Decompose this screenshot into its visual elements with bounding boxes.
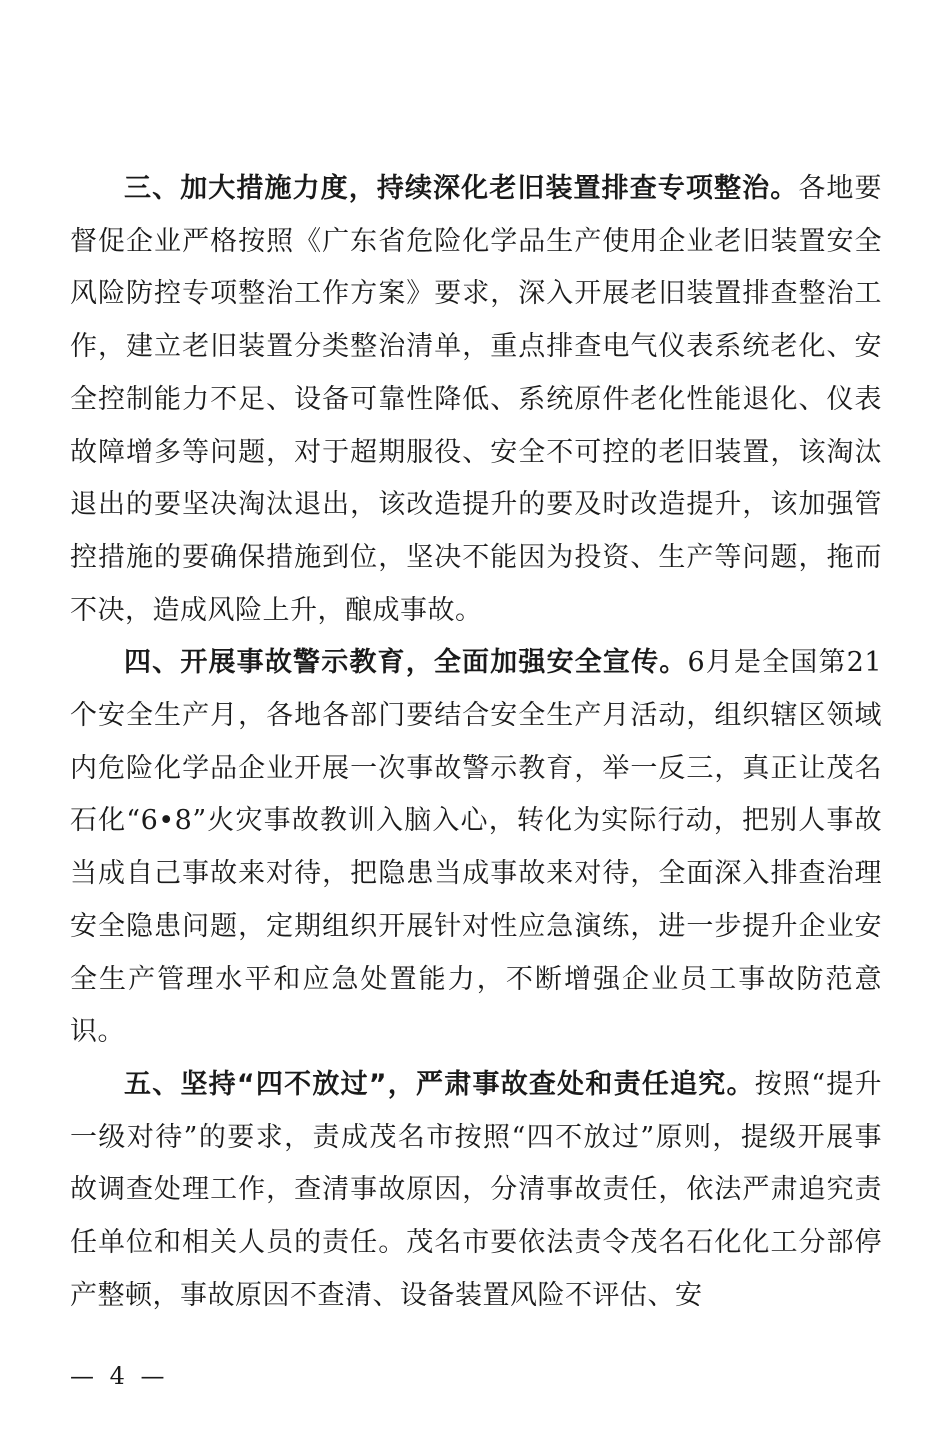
paragraph-warning-education — [70, 637, 882, 1059]
paragraph-measures — [70, 163, 882, 637]
paragraph-text: 6月是全国第21个安全生产月，各地各部门要结合安全生产月活动，组织辖区领域内危险化学品企业开展一次事故警示教育，举一反三，真正让茂名石化“6•8”火灾事故教训入脑入心，转化为实际行动，把别人事故当成自己事故来对待，把隐患当成事故来对待，全面深入排查治理安全隐患问题，定期组织开展针对性应急演练，进一步提升企业安全生产管理水平和应急处置能力，不断增强企业员工事故防范意识。 — [70, 647, 882, 1048]
paragraph-text: 按照“提升一级对待”的要求，责成茂名市按照“四不放过”原则，提级开展事故调查处理工作，查清事故原因，分清事故责任，依法严肃追究责任单位和相关人员的责任。茂名市要依法责令茂名石化化工分部停产整顿，事故原因不查清、设备装置风险不评估、安 — [70, 1068, 882, 1311]
paragraph-heading: 三、加大措施力度，持续深化老旧装置排查专项整治。 — [124, 173, 799, 204]
paragraph-heading: 五、坚持“四不放过”，严肃事故查处和责任追究。 — [124, 1068, 755, 1100]
paragraph-accountability — [70, 1059, 882, 1323]
document-body — [70, 163, 882, 1322]
paragraph-text: 各地要督促企业严格按照《广东省危险化学品生产使用企业老旧装置安全风险防控专项整治工作方案》要求，深入开展老旧装置排查整治工作，建立老旧装置分类整治清单，重点排查电气仪表系统老化、安全控制能力不足、设备可靠性降低、系统原件老化性能退化、仪表故障增多等问题，对于超期服役、安全不可控的老旧装置，该淘汰退出的要坚决淘汰退出，该改造提升的要及时改造提升，该加强管控措施的要确保措施到位，坚决不能因为投资、生产等问题，拖而不决，造成风险上升，酿成事故。 — [70, 173, 883, 626]
paragraph-heading: 四、开展事故警示教育，全面加强安全宣传。 — [124, 647, 688, 679]
page-number: — 4 — — [70, 1362, 169, 1390]
